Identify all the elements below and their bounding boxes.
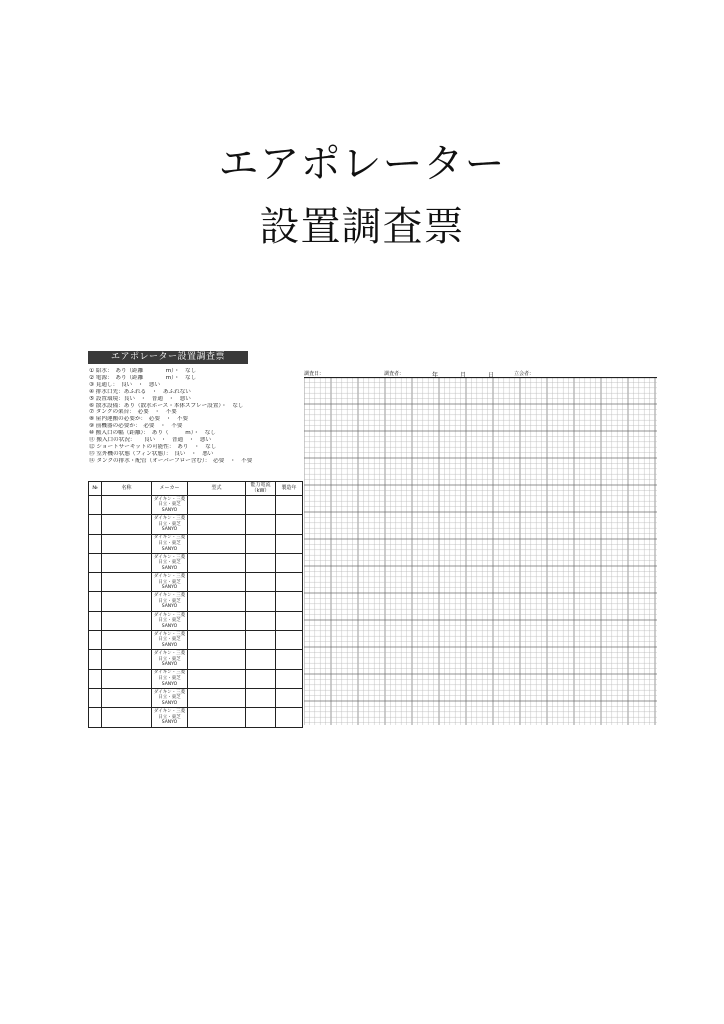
maker-option: 日立・東芝 xyxy=(158,560,181,566)
table-cell[interactable] xyxy=(276,496,303,515)
table-cell[interactable] xyxy=(89,553,102,572)
table-cell[interactable] xyxy=(188,573,246,592)
maker-options-cell xyxy=(152,631,188,650)
maker-option: SANYO xyxy=(161,565,178,571)
maker-option: ダイキン・三菱 xyxy=(153,535,186,541)
table-cell[interactable] xyxy=(276,650,303,669)
maker-options-cell xyxy=(152,515,188,534)
table-row xyxy=(89,592,303,611)
maker-options-cell xyxy=(152,650,188,669)
maker-option: 日立・東芝 xyxy=(158,521,181,527)
table-row xyxy=(89,515,303,534)
checklist-item: ⑧ 屋内運搬の必要か： 必要 ・ 不要 xyxy=(89,416,189,423)
maker-option: ダイキン・三菱 xyxy=(153,593,186,599)
witness-label: 立会者： xyxy=(514,371,535,377)
checklist-item: ⑥ 散水設備：あり（散水ホース・本体スプレー設置）・ なし xyxy=(89,402,244,409)
table-cell[interactable] xyxy=(276,669,303,688)
table-cell[interactable] xyxy=(102,592,152,611)
table-cell[interactable] xyxy=(276,515,303,534)
checklist-item: ⑪ 搬入口の状況： 良い ・ 普通 ・ 悪い xyxy=(89,437,212,444)
table-cell[interactable] xyxy=(89,534,102,553)
maker-option: 日立・東芝 xyxy=(158,579,181,585)
maker-option: SANYO xyxy=(161,643,178,649)
maker-options-cell xyxy=(152,669,188,688)
form-header: エアポレーター設置調査票 xyxy=(88,351,248,364)
col-header-capacity: 能力電流（kW） xyxy=(246,482,276,496)
table-cell[interactable] xyxy=(89,688,102,707)
maker-option: SANYO xyxy=(161,623,178,629)
table-cell[interactable] xyxy=(102,515,152,534)
table-row xyxy=(89,496,303,515)
page-title-line1: エアポレーター xyxy=(218,141,506,187)
table-cell[interactable] xyxy=(102,534,152,553)
table-cell[interactable] xyxy=(188,669,246,688)
table-cell[interactable] xyxy=(276,534,303,553)
survey-date-label: 調査日： xyxy=(304,371,325,377)
maker-option: ダイキン・三菱 xyxy=(153,516,186,522)
maker-option: 日立・東芝 xyxy=(158,714,181,720)
month-label: 月 xyxy=(460,372,467,379)
table-cell[interactable] xyxy=(246,669,276,688)
maker-option: SANYO xyxy=(161,507,178,513)
day-label: 日 xyxy=(488,372,495,379)
table-cell[interactable] xyxy=(246,553,276,572)
maker-option: 日立・東芝 xyxy=(158,637,181,643)
table-cell[interactable] xyxy=(276,553,303,572)
maker-option: ダイキン・三菱 xyxy=(153,670,186,676)
table-cell[interactable] xyxy=(188,592,246,611)
table-cell[interactable] xyxy=(276,688,303,707)
table-cell[interactable] xyxy=(246,573,276,592)
table-cell[interactable] xyxy=(102,496,152,515)
table-cell[interactable] xyxy=(102,650,152,669)
maker-options-cell xyxy=(152,496,188,515)
maker-option: SANYO xyxy=(161,662,178,668)
table-cell[interactable] xyxy=(246,515,276,534)
equipment-table xyxy=(88,481,303,728)
maker-options-cell xyxy=(152,553,188,572)
maker-option: SANYO xyxy=(161,527,178,533)
table-cell[interactable] xyxy=(276,631,303,650)
checklist-item: ② 電源： あり（距離 m）・ なし xyxy=(89,374,197,381)
table-cell[interactable] xyxy=(102,688,152,707)
maker-option: ダイキン・三菱 xyxy=(153,573,186,579)
table-cell[interactable] xyxy=(188,496,246,515)
surveyor-label: 調査者： xyxy=(384,371,405,377)
table-header-row xyxy=(89,482,303,496)
table-row xyxy=(89,688,303,707)
checklist-item: ① 給水： あり（距離 m）・ なし xyxy=(89,368,197,374)
table-cell[interactable] xyxy=(89,592,102,611)
table-cell[interactable] xyxy=(188,631,246,650)
table-cell[interactable] xyxy=(89,669,102,688)
maker-option: 日立・東芝 xyxy=(158,676,181,682)
equipment-table-body xyxy=(89,496,303,728)
col-header-model: 型式 xyxy=(188,482,246,496)
table-row xyxy=(89,669,303,688)
maker-option: 日立・東芝 xyxy=(158,598,181,604)
maker-option: SANYO xyxy=(161,681,178,687)
table-row xyxy=(89,573,303,592)
maker-option: ダイキン・三菱 xyxy=(153,554,186,560)
maker-option: SANYO xyxy=(161,720,178,726)
survey-checklist xyxy=(89,368,301,465)
col-header-maker: メーカー xyxy=(152,482,188,496)
maker-option: ダイキン・三菱 xyxy=(153,709,186,715)
table-cell[interactable] xyxy=(276,592,303,611)
table-cell[interactable] xyxy=(246,688,276,707)
table-row xyxy=(89,611,303,630)
checklist-item: ④ 排水口先：あふれる ・ あふれない xyxy=(89,388,191,395)
table-cell[interactable] xyxy=(102,708,152,727)
table-cell[interactable] xyxy=(188,650,246,669)
table-cell[interactable] xyxy=(89,650,102,669)
table-cell[interactable] xyxy=(188,534,246,553)
table-cell[interactable] xyxy=(89,631,102,650)
checklist-item: ⑤ 設置環境：良い ・ 普通 ・ 悪い xyxy=(89,395,191,402)
table-cell[interactable] xyxy=(89,708,102,727)
table-cell[interactable] xyxy=(89,611,102,630)
maker-option: SANYO xyxy=(161,604,178,610)
maker-option: ダイキン・三菱 xyxy=(153,496,186,502)
table-cell[interactable] xyxy=(188,515,246,534)
table-cell[interactable] xyxy=(102,553,152,572)
col-header-year: 製造年 xyxy=(276,482,303,496)
page-title-line2: 設置調査票 xyxy=(259,204,465,250)
sketch-grid xyxy=(304,377,657,725)
table-row xyxy=(89,631,303,650)
table-row xyxy=(89,553,303,572)
table-cell[interactable] xyxy=(246,592,276,611)
table-cell[interactable] xyxy=(188,708,246,727)
table-cell[interactable] xyxy=(246,650,276,669)
table-cell[interactable] xyxy=(188,688,246,707)
checklist-item: ③ 見通し： 良い ・ 悪い xyxy=(89,381,161,388)
table-cell[interactable] xyxy=(102,631,152,650)
checklist-item: ⑦ タンクの架台： 必要 ・ 不要 xyxy=(89,409,177,416)
maker-options-cell xyxy=(152,573,188,592)
maker-option: SANYO xyxy=(161,700,178,706)
checklist-item: ⑨ 前機器の必要か： 必要 ・ 不要 xyxy=(89,423,183,430)
maker-option: SANYO xyxy=(161,546,178,552)
col-header-name: 名称 xyxy=(102,482,152,496)
table-cell[interactable] xyxy=(188,611,246,630)
table-cell[interactable] xyxy=(246,534,276,553)
maker-option: 日立・東芝 xyxy=(158,540,181,546)
table-cell[interactable] xyxy=(188,553,246,572)
checklist-item: ⑭ タンクの排水・配管（オーバーフロー含む）： 必要 ・ 不要 xyxy=(89,457,253,464)
maker-option: ダイキン・三菱 xyxy=(153,631,186,637)
checklist-item: ⑩ 搬入口の幅（距離）： あり（ m）・ なし xyxy=(89,430,216,437)
year-label: 年 xyxy=(432,372,439,379)
maker-option: SANYO xyxy=(161,585,178,591)
table-cell[interactable] xyxy=(89,496,102,515)
table-cell[interactable] xyxy=(276,573,303,592)
maker-options-cell xyxy=(152,688,188,707)
table-cell[interactable] xyxy=(102,573,152,592)
table-cell[interactable] xyxy=(246,631,276,650)
table-cell[interactable] xyxy=(246,496,276,515)
maker-options-cell xyxy=(152,708,188,727)
table-cell[interactable] xyxy=(276,708,303,727)
checklist-item: ⑬ 室外機の状態（フィン状態）： 良い ・ 悪い xyxy=(89,450,214,457)
table-cell[interactable] xyxy=(89,573,102,592)
maker-option: 日立・東芝 xyxy=(158,656,181,662)
maker-option: ダイキン・三菱 xyxy=(153,651,186,657)
maker-options-cell xyxy=(152,611,188,630)
table-row xyxy=(89,650,303,669)
maker-options-cell xyxy=(152,534,188,553)
maker-option: 日立・東芝 xyxy=(158,618,181,624)
table-cell[interactable] xyxy=(89,515,102,534)
table-cell[interactable] xyxy=(102,611,152,630)
table-row xyxy=(89,708,303,727)
maker-option: 日立・東芝 xyxy=(158,502,181,508)
col-header-no: № xyxy=(89,482,102,496)
maker-option: 日立・東芝 xyxy=(158,695,181,701)
table-cell[interactable] xyxy=(276,611,303,630)
table-cell[interactable] xyxy=(246,708,276,727)
table-cell[interactable] xyxy=(246,611,276,630)
table-cell[interactable] xyxy=(102,669,152,688)
maker-option: ダイキン・三菱 xyxy=(153,612,186,618)
maker-options-cell xyxy=(152,592,188,611)
checklist-item: ⑫ ショートサーキットの可能性： あり ・ なし xyxy=(89,443,217,450)
maker-option: ダイキン・三菱 xyxy=(153,689,186,695)
table-row xyxy=(89,534,303,553)
